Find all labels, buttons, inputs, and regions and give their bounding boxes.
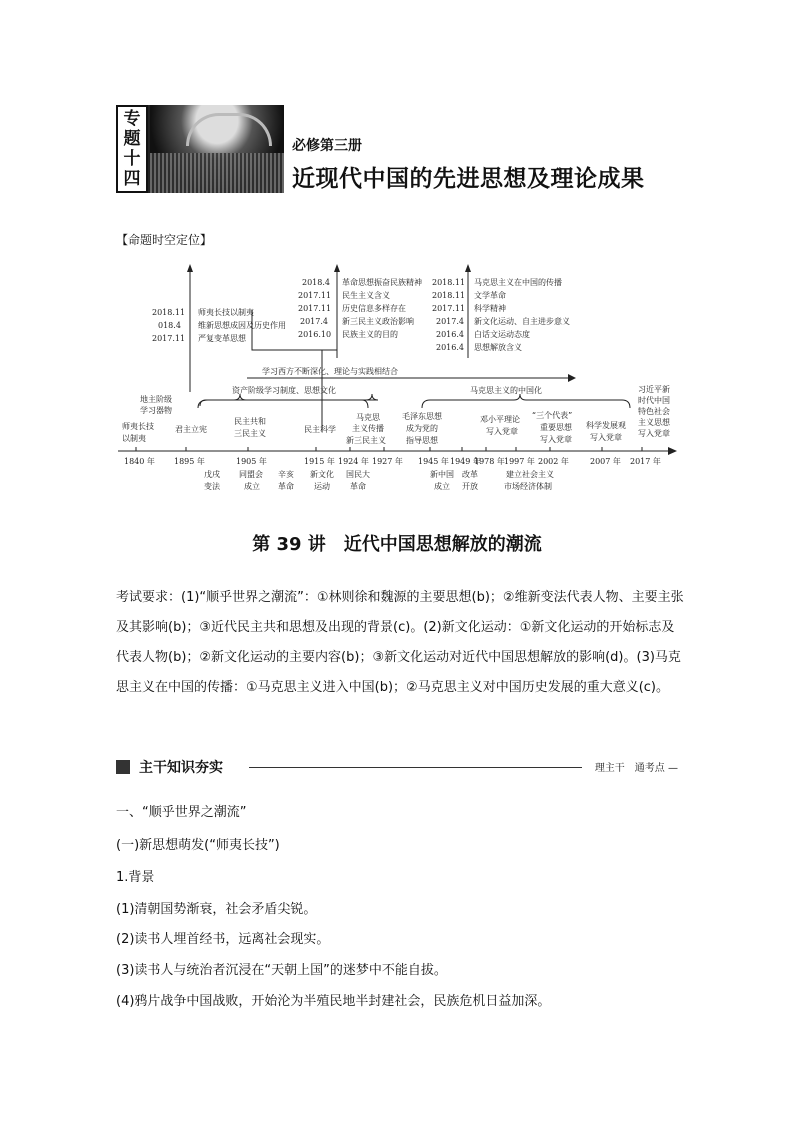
timeline-event: 三民主义	[234, 429, 266, 438]
timeline-text: 文学革命	[474, 291, 506, 300]
timeline-brace-label: 学习器物	[140, 406, 172, 415]
timeline-year-label: 1927 年	[372, 457, 403, 466]
timeline-text: 民族主义的目的	[342, 330, 398, 339]
timeline-text: 历史信息多样存在	[342, 304, 406, 313]
timeline-year-label: 1840 年	[124, 457, 155, 466]
exam-requirements: 考试要求：(1)“顺乎世界之潮流”：①林则徐和魏源的主要思想(b)；②维新变法代表人物、主要主张及其影响(b)；③近代民主共和思想及出现的背景(c)。(2)新文化运动：①新文化运动的开始标志及代表人物(b)；②新文化运动的主要内容(b)；③新文化运动对近代中国思想解放的影响(d)。(3)马克思主义在中国的传播：①马克思主义进入中国(b)；②马克思主义对中国历史发展的重大意义(c)。	[116, 590, 684, 695]
timeline-below: 革命	[350, 482, 366, 491]
timeline-date: 018.4	[158, 321, 181, 330]
timeline-event: 主义传播	[352, 424, 384, 433]
timeline-event: 时代中国	[638, 396, 670, 405]
timeline-text: 新三民主义政治影响	[342, 317, 414, 326]
timeline-date: 2018.11	[432, 278, 466, 287]
timeline-date: 2017.11	[432, 304, 466, 313]
timeline-year-label: 1978 年	[474, 457, 505, 466]
timeline-below: 市场经济体制	[504, 482, 552, 491]
timeline-event: 指导思想	[406, 436, 438, 445]
timeline-date: 2018.4	[302, 278, 330, 287]
timeline-date: 2017.11	[298, 304, 332, 313]
timeline-event: 马克思	[356, 413, 380, 422]
timeline-text: 科学精神	[474, 304, 506, 313]
timeline-text: 马克思主义在中国的传播	[474, 278, 562, 287]
timeline-date: 2016.10	[298, 330, 332, 339]
timeline-below: 成立	[434, 482, 450, 491]
timeline-event: 科学发展观	[586, 421, 626, 430]
timeline-below: 建立社会主义	[506, 470, 554, 479]
heading-2: (一)新思想萌发(“师夷长技”)	[116, 838, 280, 853]
timeline-event: 写入党章	[590, 433, 622, 442]
timeline-date: 2017.4	[300, 317, 328, 326]
timeline-text: 民生主义含义	[342, 291, 390, 300]
timeline-below: 运动	[314, 482, 330, 491]
timeline-below: 戊戌	[204, 470, 220, 479]
timeline-text: 思想解放含义	[474, 343, 522, 352]
timeline-event: 新三民主义	[346, 436, 386, 445]
list-item: (4)鸦片战争中国战败，开始沦为半殖民地半封建社会，民族危机日益加深。	[116, 994, 551, 1009]
timeline-brace-label: 资产阶级学习制度、思想文化	[232, 386, 336, 395]
timeline-event: 成为党的	[406, 424, 438, 433]
list-item: (3)读书人与统治者沉浸在“天朝上国”的迷梦中不能自拔。	[116, 963, 447, 978]
section-header	[116, 757, 678, 777]
timeline-event: 邓小平理论	[480, 415, 520, 424]
timeline-text: 新文化运动、自主进步意义	[474, 317, 570, 326]
timeline-below: 变法	[204, 482, 220, 491]
heading-1: 一、“顺乎世界之潮流”	[116, 805, 247, 820]
timeline-date: 2018.11	[152, 308, 186, 317]
timeline-event: 重要思想	[540, 423, 572, 432]
heading-3: 1.背景	[116, 870, 155, 885]
timeline-event: 君主立宪	[175, 425, 207, 434]
list-item: (2)读书人埋首经书，远离社会现实。	[116, 932, 330, 947]
volume-label: 必修第三册	[292, 138, 362, 154]
timeline-event: 师夷长技	[122, 422, 154, 431]
timeline-event: 毛泽东思想	[402, 412, 442, 421]
timeline-year-label: 1945 年	[418, 457, 449, 466]
timeline-year-label: 1905 年	[236, 457, 267, 466]
timeline-below: 新文化	[310, 470, 334, 479]
timeline-below: 成立	[244, 482, 260, 491]
timeline-event: “三个代表”	[532, 411, 573, 420]
timeline-event: 写入党章	[540, 435, 572, 444]
timeline-below: 革命	[278, 482, 294, 491]
timeline-text: 维新思想成因及历史作用	[198, 321, 286, 330]
timeline-diagram	[112, 262, 682, 502]
timeline-year-label: 1924 年	[338, 457, 369, 466]
timeline-date: 2016.4	[436, 330, 464, 339]
timeline-below: 改革	[462, 470, 478, 479]
chapter-banner-photo	[116, 105, 284, 193]
timeline-year-label: 2007 年	[590, 457, 621, 466]
timeline-year-label: 1915 年	[304, 457, 335, 466]
timeline-year-label: 1895 年	[174, 457, 205, 466]
lesson-title: 第 39 讲 近代中国思想解放的潮流	[252, 534, 542, 555]
timeline-date: 2017.11	[152, 334, 186, 343]
timeline-date: 2018.11	[432, 291, 466, 300]
timeline-event: 特色社会	[638, 407, 670, 416]
section-divider	[249, 767, 582, 768]
list-item: (1)清朝国势渐衰，社会矛盾尖锐。	[116, 902, 317, 917]
timeline-brace-label: 马克思主义的中国化	[470, 386, 542, 395]
timeline-year-label: 1949 年	[450, 457, 481, 466]
timeline-date: 2017.11	[298, 291, 332, 300]
timeline-text: 革命思想振奋民族精神	[342, 278, 422, 287]
timeline-ticks	[124, 447, 661, 466]
timeline-below: 辛亥	[278, 470, 294, 479]
timeline-event: 民主科学	[304, 425, 336, 434]
timeline-text: 严复变革思想	[198, 334, 246, 343]
timeline-below: 开放	[462, 482, 478, 491]
timeline-year-label: 2017 年	[630, 457, 661, 466]
timeline-date: 2016.4	[436, 343, 464, 352]
timeline-text: 白话文运动态度	[474, 330, 530, 339]
timeline-year-label: 2002 年	[538, 457, 569, 466]
timeline-below: 新中国	[430, 470, 454, 479]
section-tag: 【命题时空定位】	[116, 233, 213, 247]
topic-title: 近现代中国的先进思想及理论成果	[292, 166, 645, 192]
timeline-brace-label: 地主阶级	[140, 395, 172, 404]
chapter-badge: 专 题 十 四	[116, 105, 148, 193]
section-title: 主干知识夯实	[139, 760, 223, 776]
timeline-event: 主义思想	[638, 418, 670, 427]
timeline-date: 2017.4	[436, 317, 464, 326]
timeline-event: 写入党章	[486, 427, 518, 436]
timeline-below: 国民大	[346, 470, 370, 479]
timeline-below: 同盟会	[239, 470, 263, 479]
timeline-event: 习近平新	[638, 385, 670, 394]
timeline-year-label: 1997 年	[504, 457, 535, 466]
timeline-event: 民主共和	[234, 417, 266, 426]
section-square-icon	[116, 760, 130, 774]
timeline-event: 以制夷	[122, 434, 146, 443]
timeline-banner: 学习西方不断深化、理论与实践相结合	[262, 367, 398, 376]
section-subtitle: 理主干 通考点 —	[594, 763, 678, 774]
timeline-text: 师夷长技以制夷	[198, 308, 254, 317]
timeline-event: 写入党章	[638, 429, 670, 438]
